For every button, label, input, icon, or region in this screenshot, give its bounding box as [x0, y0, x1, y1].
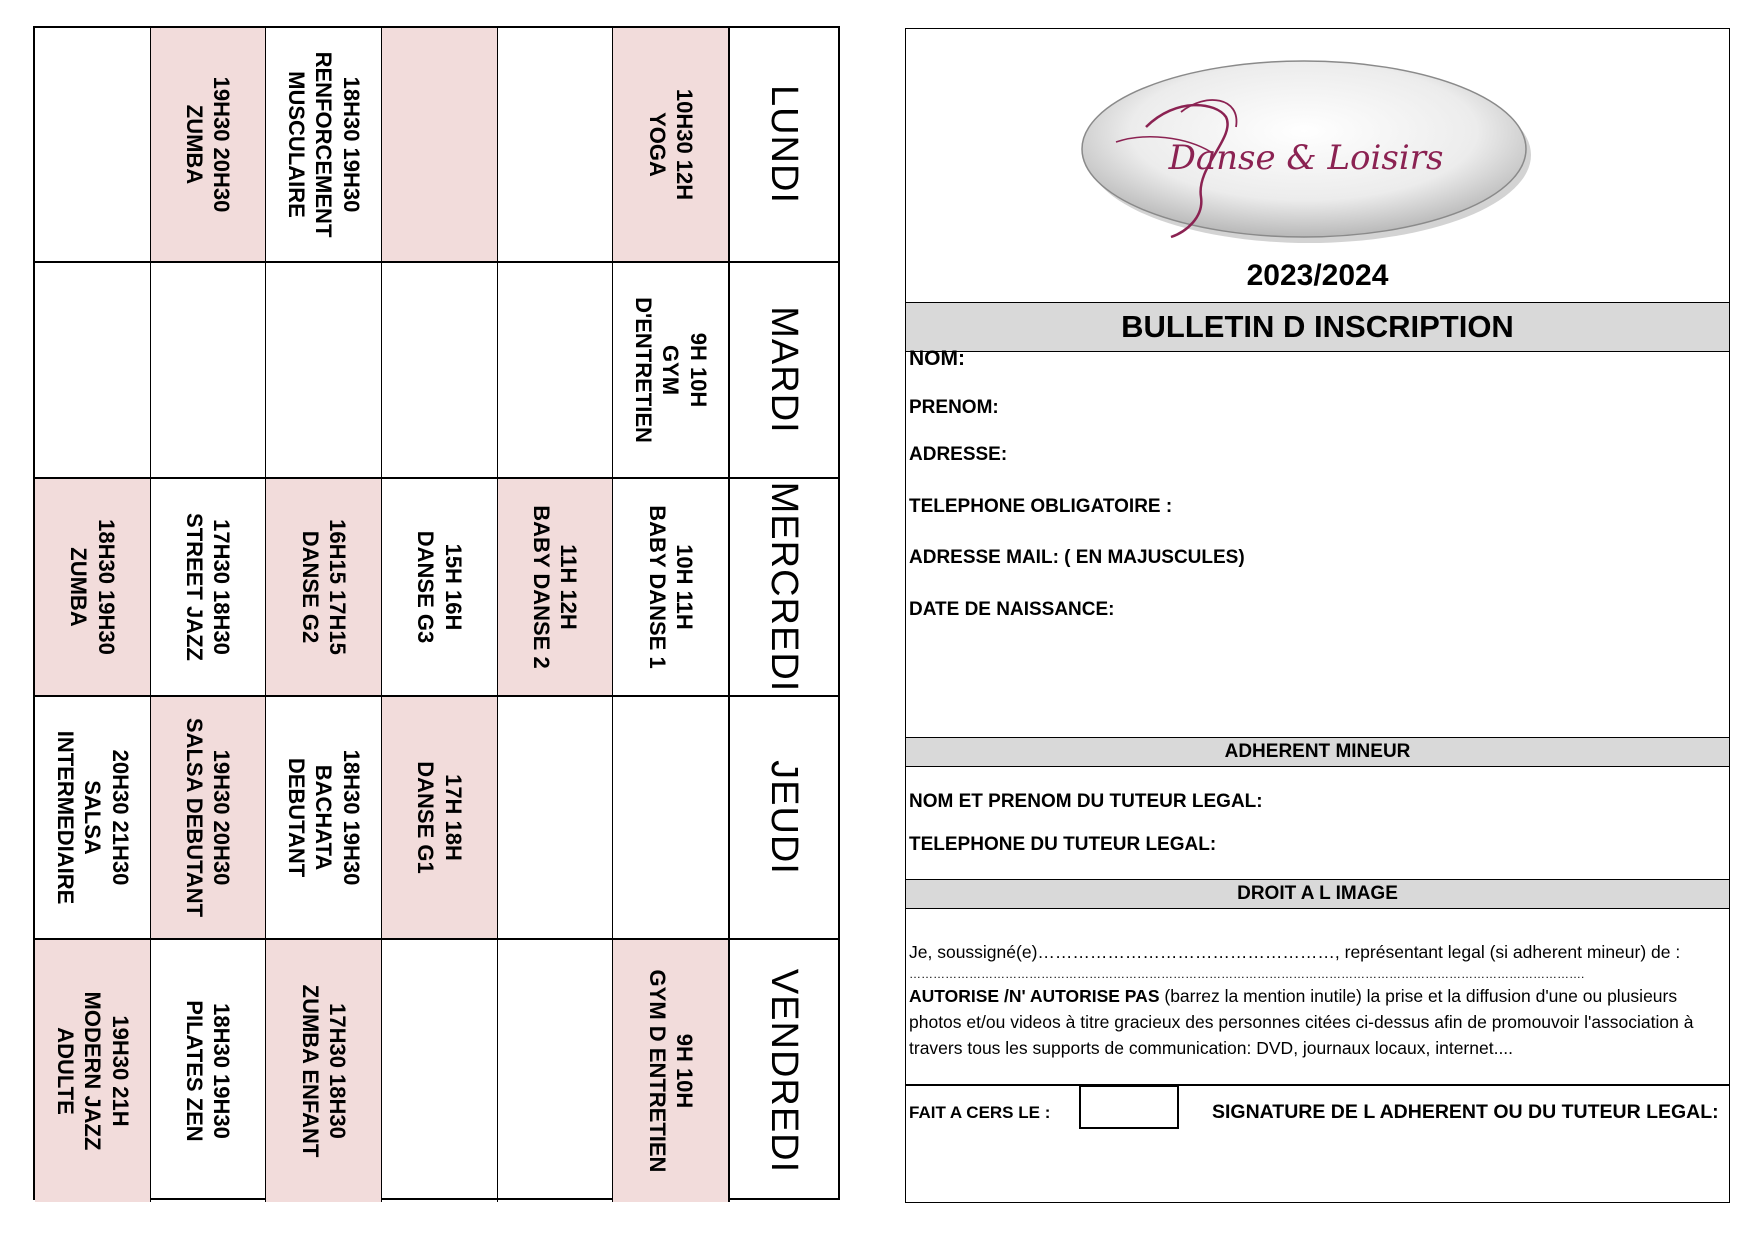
schedule-slot: [265, 697, 381, 938]
schedule-slot: [265, 28, 381, 261]
image-consent-text: [909, 939, 1724, 1061]
day-column-lundi: [35, 28, 838, 261]
schedule-slot: [497, 940, 613, 1202]
consent-bold-text: AUTORISE /N' AUTORISE PAS: [909, 986, 1160, 1006]
schedule-slot: [612, 697, 728, 938]
mail-field-label: ADRESSE MAIL: ( EN MAJUSCULES): [909, 547, 1245, 568]
slot-activity: BABY DANSE 1: [644, 505, 670, 669]
schedule-slot: [35, 697, 150, 938]
day-header: JEUDI: [728, 697, 838, 938]
slot-activity: ZUMBA ENFANT: [297, 984, 323, 1158]
consent-body-text: (barrez la mention inutile) la prise et la diffusion d'une ou plusieurs photos et/ou videos à titre gracieux des personnes citées ci-dessus afin de promouvoir l'association à travers tous les supports de communication: DVD, journaux locaux, internet....: [909, 986, 1694, 1058]
day-header: MERCREDI: [728, 479, 838, 695]
slot-activity: SALSA DEBUTANT: [181, 717, 207, 918]
slot-activity: SALSA: [80, 780, 106, 855]
season-label: 2023/2024: [1246, 259, 1389, 292]
schedule-slot: [265, 940, 381, 1202]
schedule-slot: [381, 263, 497, 477]
slot-activity: DANSE G1: [413, 761, 439, 874]
schedule-panel: [33, 26, 840, 1200]
slot-time: 18H30 19H30: [209, 1003, 235, 1139]
slot-time: 11H 12H: [556, 544, 582, 630]
slot-activity: GYM D ENTRETIEN: [644, 969, 670, 1173]
slot-time: 19H30 20H30: [209, 76, 235, 213]
weekly-schedule-table: [33, 26, 840, 1200]
slot-activity: DEBUTANT: [283, 757, 309, 878]
slot-time: 15H 16H: [440, 543, 466, 631]
consent-line: Je, soussigné(e)……………………………………………, représentant legal (si adherent mineur) de :: [909, 942, 1681, 962]
slot-activity: DANSE G2: [297, 530, 323, 644]
schedule-slot: [497, 28, 613, 261]
slot-time: 18H30 19H30: [338, 749, 364, 886]
bottom-divider: [906, 1084, 1729, 1086]
slot-activity: MUSCULAIRE: [283, 71, 309, 218]
slot-time: 17H30 18H30: [209, 519, 235, 655]
slot-activity: MODERN JAZZ: [80, 991, 106, 1151]
schedule-slot: [497, 263, 613, 477]
slot-activity: STREET JAZZ: [181, 513, 207, 661]
schedule-slot: [150, 479, 266, 695]
schedule-slot: [265, 479, 381, 695]
fait-a-cers-label: FAIT A CERS LE :: [909, 1103, 1051, 1122]
day-header: VENDREDI: [728, 940, 838, 1202]
image-rights-header: DROIT A L IMAGE: [906, 879, 1729, 909]
adresse-field-label: ADRESSE:: [909, 444, 1008, 465]
slot-time: 16H15 17H15: [325, 519, 351, 655]
nom-field-label: NOM:: [909, 347, 965, 370]
minor-section-header: ADHERENT MINEUR: [906, 737, 1729, 767]
tutor-name-label: NOM ET PRENOM DU TUTEUR LEGAL:: [909, 791, 1263, 812]
slot-time: 18H30 19H30: [338, 76, 364, 213]
schedule-slot: [612, 28, 728, 261]
slot-time: 10H30 12H: [672, 88, 698, 201]
schedule-slot: [612, 479, 728, 695]
schedule-slot: [381, 479, 497, 695]
consent-dots: …………………………………………………………………………………………………………………………………………………….: [909, 967, 1585, 981]
slot-time: 9H 10H: [672, 1033, 698, 1109]
slot-time: 17H30 18H30: [325, 1003, 351, 1139]
slot-time: 19H30 21H: [107, 1015, 133, 1127]
slot-time: 19H30 20H30: [209, 749, 235, 886]
form-title: BULLETIN D INSCRIPTION: [906, 302, 1729, 352]
slot-activity: D'ENTRETIEN: [630, 297, 656, 443]
slot-time: 20H30 21H30: [107, 749, 133, 886]
registration-form: [905, 28, 1730, 1203]
slot-activity: BABY DANSE 2: [529, 505, 554, 669]
slot-time: 10H 11H: [672, 544, 698, 630]
telephone-field-label: TELEPHONE OBLIGATOIRE :: [909, 496, 1173, 517]
tutor-phone-label: TELEPHONE DU TUTEUR LEGAL:: [909, 834, 1217, 855]
day-column-vendredi: [35, 938, 838, 1202]
day-column-mardi: [35, 261, 838, 477]
schedule-slot: [35, 479, 150, 695]
prenom-field-label: PRENOM:: [909, 397, 999, 418]
day-header: LUNDI: [728, 28, 838, 261]
schedule-slot: [612, 940, 728, 1202]
naissance-field-label: DATE DE NAISSANCE:: [909, 599, 1115, 620]
schedule-slot: [35, 940, 150, 1202]
schedule-slot: [150, 940, 266, 1202]
schedule-slot: [497, 697, 613, 938]
schedule-slot: [497, 479, 613, 695]
slot-activity: ZUMBA: [181, 104, 207, 185]
day-slots: [35, 940, 728, 1202]
slot-activity: PILATES ZEN: [181, 1000, 207, 1142]
slot-activity: RENFORCEMENT: [311, 51, 337, 238]
slot-activity: ADULTE: [52, 1027, 78, 1115]
schedule-slot: [150, 263, 266, 477]
schedule-slot: [381, 697, 497, 938]
schedule-slot: [150, 28, 266, 261]
date-input-box[interactable]: [1079, 1085, 1179, 1129]
schedule-slot: [381, 940, 497, 1202]
slot-activity: DANSE G3: [413, 530, 439, 644]
day-column-mercredi: [35, 477, 838, 695]
schedule-slot: [381, 28, 497, 261]
slot-activity: YOGA: [644, 112, 670, 177]
day-column-jeudi: [35, 695, 838, 938]
slot-activity: ZUMBA: [66, 547, 92, 627]
danse-loisirs-logo: [1076, 57, 1536, 247]
slot-time: 9H 10H: [685, 332, 711, 408]
day-slots: [35, 28, 728, 261]
day-slots: [35, 479, 728, 695]
slot-time: 18H30 19H30: [93, 519, 119, 655]
schedule-slot: [265, 263, 381, 477]
signature-label: SIGNATURE DE L ADHERENT OU DU TUTEUR LEGAL:: [1212, 1101, 1719, 1123]
day-slots: [35, 263, 728, 477]
day-slots: [35, 697, 728, 938]
schedule-slot: [150, 697, 266, 938]
day-header: MARDI: [728, 263, 838, 477]
schedule-slot: [35, 263, 150, 477]
schedule-slot: [612, 263, 728, 477]
slot-activity: BACHATA: [311, 764, 337, 871]
slot-time: 17H 18H: [440, 774, 466, 861]
schedule-slot: [35, 28, 150, 261]
slot-activity: GYM: [658, 344, 684, 396]
slot-activity: INTERMEDIAIRE: [52, 730, 78, 905]
logo-text: Danse & Loisirs: [1168, 138, 1444, 178]
